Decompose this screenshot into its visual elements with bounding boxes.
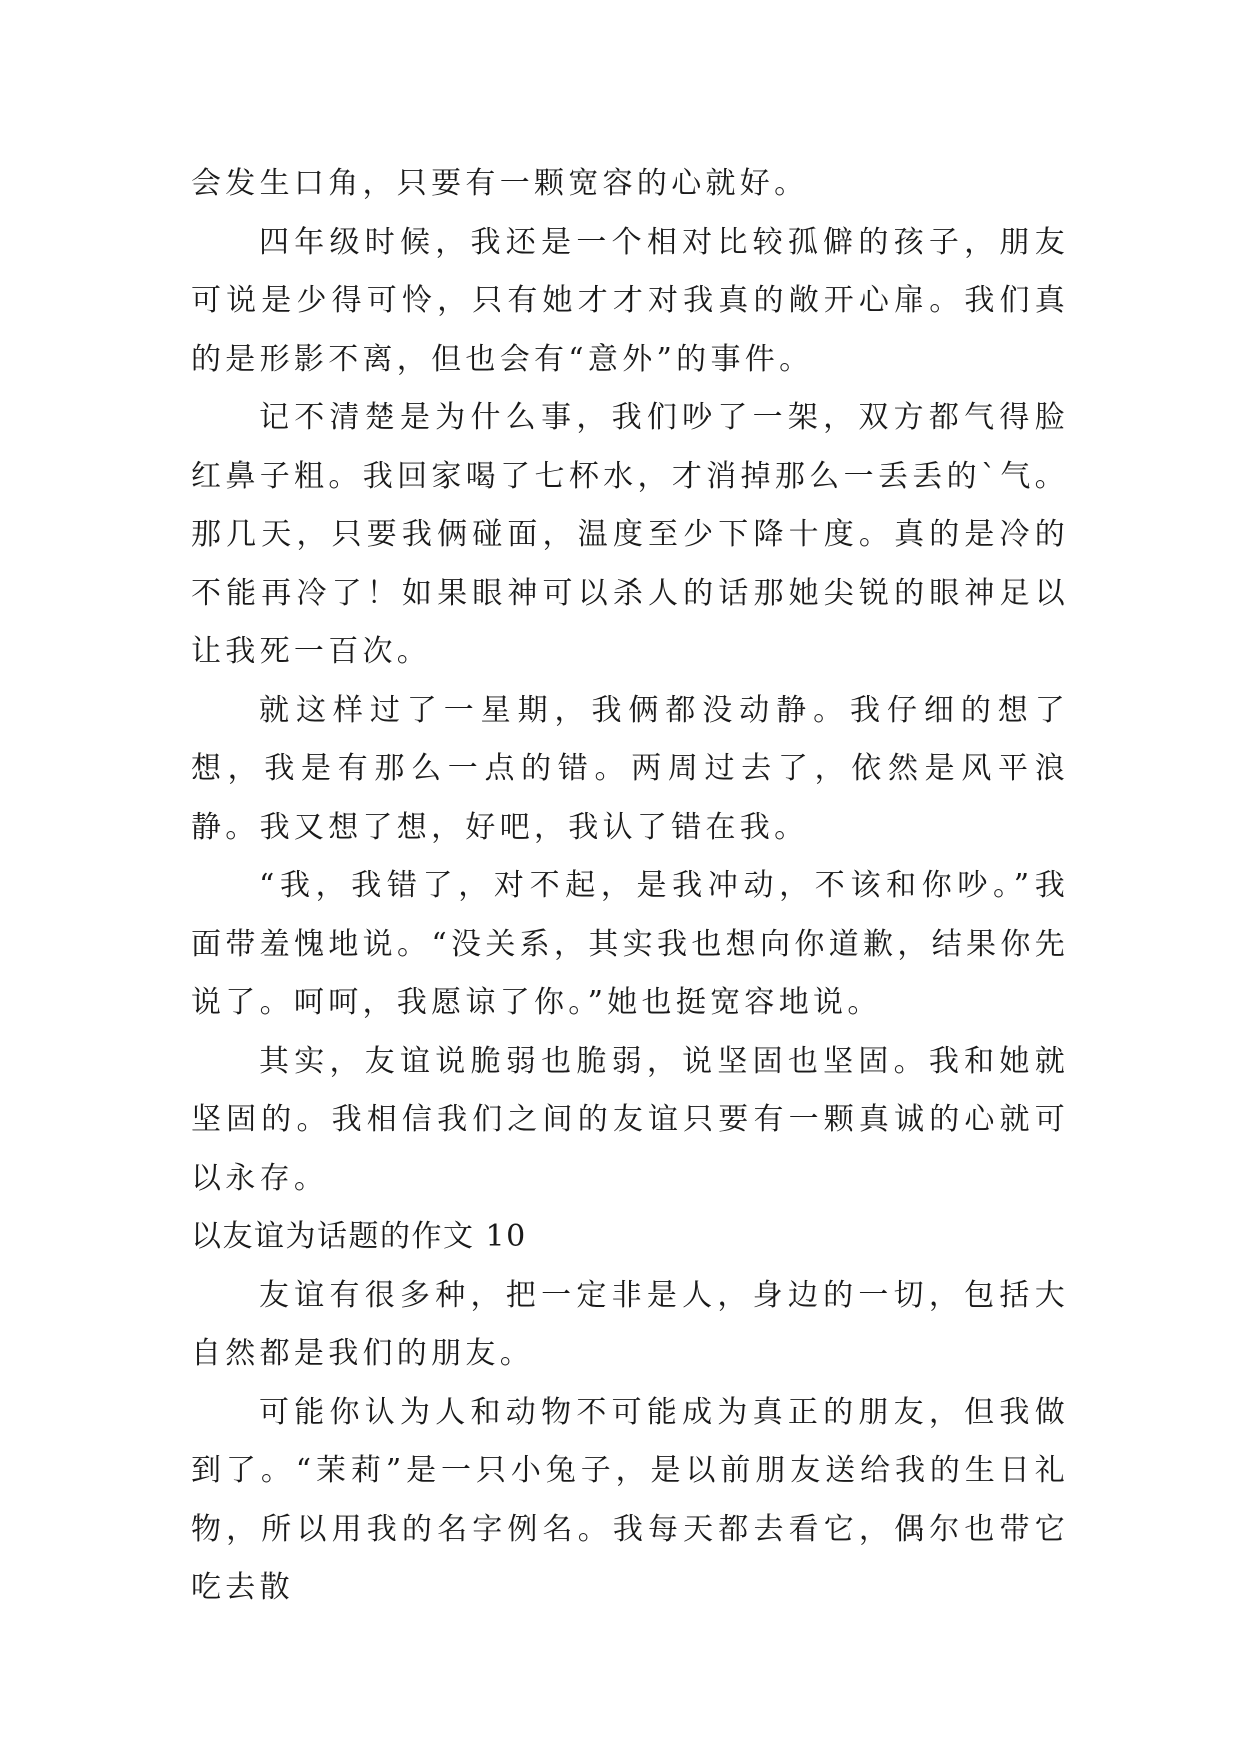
paragraph-2: 四年级时候，我还是一个相对比较孤僻的孩子，朋友可说是少得可怜，只有她才才对我真的敞开心扉。我们真的是形影不离，但也会有“意外”的事件。 (191, 224, 1069, 377)
paragraph-3: 记不清楚是为什么事，我们吵了一架，双方都气得脸红鼻子粗。我回家喝了七杯水，才消掉那么一丢丢的`气。那几天，只要我俩碰面，温度至少下降十度。真的是冷的不能再冷了！如果眼神可以杀人的话那她尖锐的眼神足以让我死一百次。 (191, 400, 1069, 669)
paragraph-1: 会发生口角，只要有一颗宽容的心就好。 (191, 166, 809, 201)
paragraph-6: 其实，友谊说脆弱也脆弱，说坚固也坚固。我和她就坚固的。我相信我们之间的友谊只要有一颗真诚的心就可以永存。 (191, 1043, 1069, 1196)
essay-heading: 以友谊为话题的作文 10 (191, 1219, 527, 1254)
document-body (191, 155, 1069, 1618)
paragraph-4: 就这样过了一星期，我俩都没动静。我仔细的想了想，我是有那么一点的错。两周过去了，依然是风平浪静。我又想了想，好吧，我认了错在我。 (191, 692, 1069, 845)
paragraph-8: 可能你认为人和动物不可能成为真正的朋友，但我做到了。“茉莉”是一只小兔子，是以前朋友送给我的生日礼物，所以用我的名字例名。我每天都去看它，偶尔也带它吃去散 (191, 1394, 1069, 1605)
paragraph-7: 友谊有很多种，把一定非是人，身边的一切，包括大自然都是我们的朋友。 (191, 1277, 1069, 1371)
paragraph-5: “我，我错了，对不起，是我冲动，不该和你吵。”我面带羞愧地说。“没关系，其实我也想向你道歉，结果你先说了。呵呵，我愿谅了你。”她也挺宽容地说。 (191, 868, 1069, 1020)
